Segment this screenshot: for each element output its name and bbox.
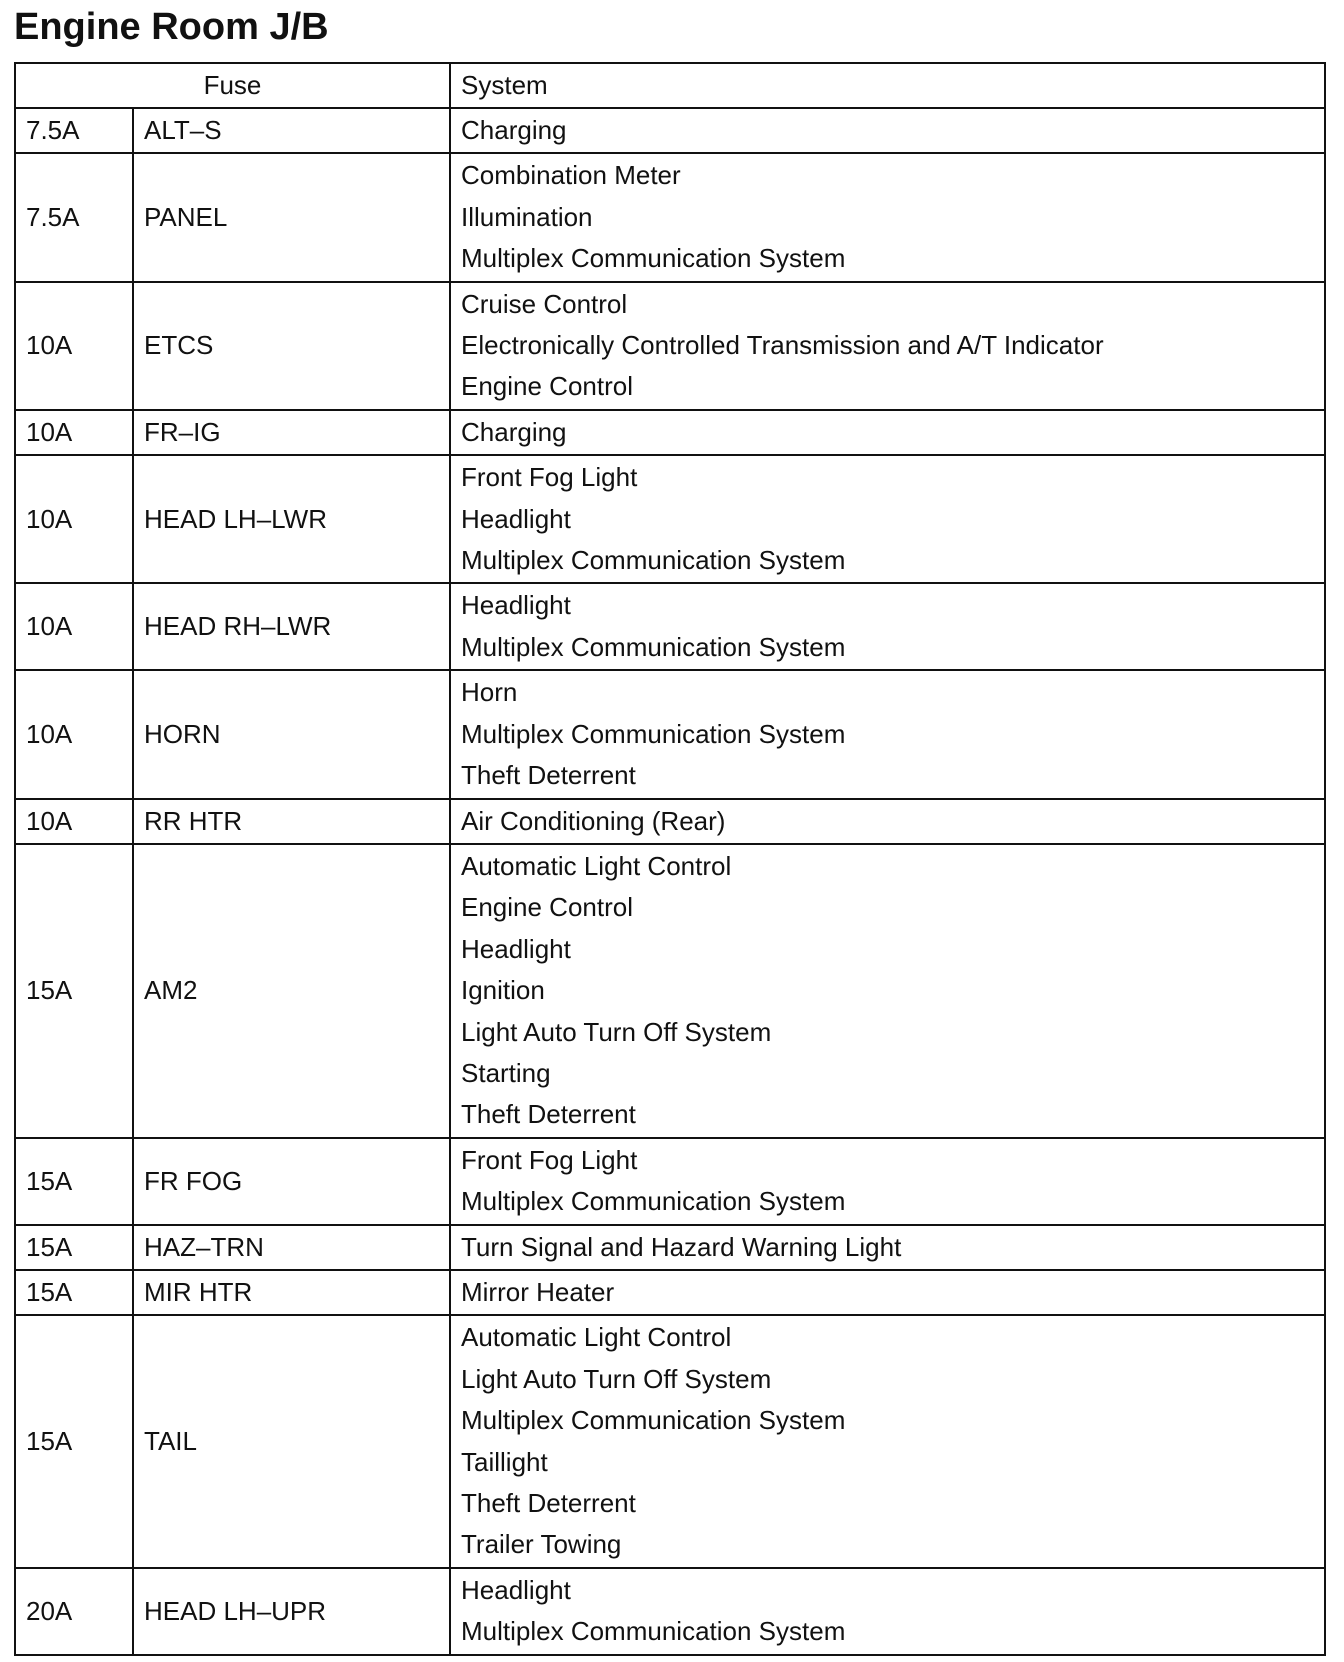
- fuse-amperage: 15A: [15, 1315, 133, 1567]
- table-row: [15, 455, 1325, 583]
- system-item: Starting: [461, 1057, 551, 1088]
- fuse-systems: [450, 583, 1325, 670]
- system-item: Taillight: [461, 1446, 548, 1477]
- fuse-name: ALT–S: [133, 108, 450, 153]
- fuse-table: [14, 62, 1326, 1656]
- system-item: Turn Signal and Hazard Warning Light: [461, 1231, 902, 1262]
- table-row: [15, 799, 1325, 844]
- fuse-amperage: 10A: [15, 799, 133, 844]
- fuse-name: MIR HTR: [133, 1270, 450, 1315]
- fuse-systems: [450, 670, 1325, 798]
- system-item: Engine Control: [461, 892, 633, 923]
- system-item: Headlight: [461, 590, 571, 621]
- fuse-amperage: 10A: [15, 670, 133, 798]
- system-item: Headlight: [461, 503, 571, 534]
- system-item: Front Fog Light: [461, 1144, 638, 1175]
- system-item: Light Auto Turn Off System: [461, 1016, 772, 1047]
- table-row: [15, 583, 1325, 670]
- table-body: [15, 108, 1325, 1655]
- system-column-header: System: [450, 63, 1325, 108]
- fuse-amperage: 10A: [15, 282, 133, 410]
- fuse-amperage: 10A: [15, 455, 133, 583]
- system-item: Theft Deterrent: [461, 1488, 636, 1518]
- system-item: Air Conditioning (Rear): [461, 805, 726, 836]
- system-item: Engine Control: [461, 371, 633, 402]
- table-row: [15, 1270, 1325, 1315]
- system-item: Multiplex Communication System: [461, 718, 846, 749]
- system-item: Ignition: [461, 975, 545, 1006]
- system-item: Headlight: [461, 933, 571, 964]
- table-row: [15, 108, 1325, 153]
- fuse-systems: [450, 1315, 1325, 1567]
- table-row: [15, 844, 1325, 1138]
- system-item: Charging: [461, 115, 567, 145]
- fuse-amperage: 10A: [15, 410, 133, 455]
- system-item: Illumination: [461, 201, 593, 232]
- fuse-systems: [450, 153, 1325, 281]
- system-item: Multiplex Communication System: [461, 545, 846, 576]
- system-item: Mirror Heater: [461, 1276, 615, 1307]
- fuse-amperage: 20A: [15, 1568, 133, 1655]
- fuse-systems: [450, 1568, 1325, 1655]
- system-item: Multiplex Communication System: [461, 1405, 846, 1436]
- table-row: [15, 1138, 1325, 1225]
- system-item: Trailer Towing: [461, 1529, 622, 1560]
- fuse-name: FR–IG: [133, 410, 450, 455]
- system-item: Front Fog Light: [461, 462, 638, 493]
- fuse-systems: [450, 410, 1325, 455]
- table-row: [15, 410, 1325, 455]
- system-item: Electronically Controlled Transmission and A/T Indicator: [461, 330, 1104, 361]
- fuse-amperage: 15A: [15, 1138, 133, 1225]
- fuse-name: HAZ–TRN: [133, 1225, 450, 1270]
- system-item: Automatic Light Control: [461, 1322, 732, 1353]
- fuse-systems: [450, 799, 1325, 844]
- fuse-column-header: Fuse: [15, 63, 450, 108]
- system-item: Horn: [461, 677, 518, 708]
- table-row: [15, 1225, 1325, 1270]
- fuse-name: HEAD LH–UPR: [133, 1568, 450, 1655]
- fuse-systems: [450, 844, 1325, 1138]
- fuse-amperage: 15A: [15, 1270, 133, 1315]
- fuse-systems: [450, 1225, 1325, 1270]
- fuse-amperage: 10A: [15, 583, 133, 670]
- page-title: Engine Room J/B: [14, 6, 329, 48]
- fuse-name: TAIL: [133, 1315, 450, 1567]
- fuse-amperage: 7.5A: [15, 153, 133, 281]
- fuse-systems: [450, 282, 1325, 410]
- system-item: Theft Deterrent: [461, 760, 636, 791]
- fuse-name: FR FOG: [133, 1138, 450, 1225]
- fuse-name: HEAD RH–LWR: [133, 583, 450, 670]
- fuse-systems: [450, 455, 1325, 583]
- fuse-name: ETCS: [133, 282, 450, 410]
- system-item: Light Auto Turn Off System: [461, 1363, 772, 1394]
- system-item: Multiplex Communication System: [461, 1186, 846, 1217]
- fuse-amperage: 15A: [15, 844, 133, 1138]
- system-item: Headlight: [461, 1574, 571, 1605]
- fuse-systems: [450, 108, 1325, 153]
- system-item: Charging: [461, 416, 567, 447]
- table-row: [15, 1315, 1325, 1567]
- fuse-systems: [450, 1138, 1325, 1225]
- fuse-name: HEAD LH–LWR: [133, 455, 450, 583]
- table-row: [15, 670, 1325, 798]
- table-header-row: [15, 63, 1325, 108]
- fuse-amperage: 7.5A: [15, 108, 133, 153]
- system-item: Automatic Light Control: [461, 850, 732, 881]
- fuse-name: AM2: [133, 844, 450, 1138]
- system-item: Cruise Control: [461, 288, 628, 319]
- system-item: Multiplex Communication System: [461, 243, 846, 274]
- fuse-systems: [450, 1270, 1325, 1315]
- fuse-name: RR HTR: [133, 799, 450, 844]
- table-row: [15, 1568, 1325, 1655]
- system-item: Multiplex Communication System: [461, 631, 846, 662]
- table-row: [15, 153, 1325, 281]
- fuse-name: PANEL: [133, 153, 450, 281]
- system-item: Combination Meter: [461, 160, 681, 191]
- system-item: Multiplex Communication System: [461, 1616, 846, 1647]
- fuse-name: HORN: [133, 670, 450, 798]
- fuse-amperage: 15A: [15, 1225, 133, 1270]
- system-item: Theft Deterrent: [461, 1099, 636, 1130]
- table-row: [15, 282, 1325, 410]
